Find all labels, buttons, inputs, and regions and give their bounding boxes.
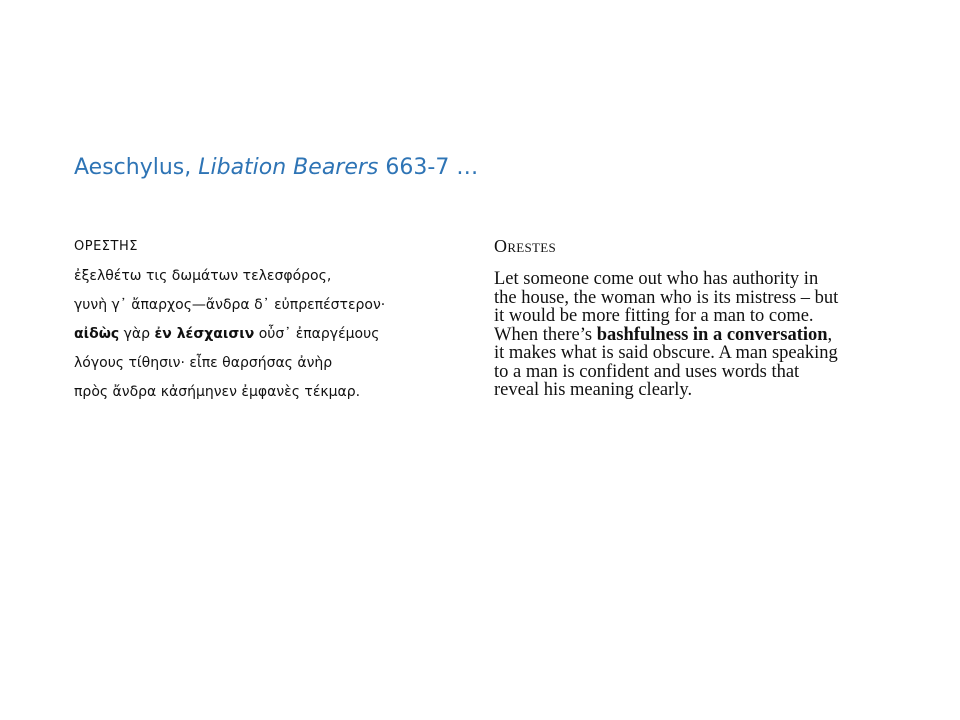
greek-line-2: γυνὴ γ᾽ ἄπαρχος—ἄνδρα δ᾽ εὐπρεπέστερον· bbox=[74, 297, 386, 313]
english-line-1: Let someone come out who has authority in bbox=[494, 269, 819, 289]
greek-text-block bbox=[74, 237, 474, 411]
english-speaker bbox=[494, 236, 914, 258]
english-speaker-initial: O bbox=[494, 236, 508, 256]
greek-line-3-mid: γὰρ bbox=[119, 326, 155, 342]
english-line-6: to a man is confident and uses words that bbox=[494, 361, 800, 382]
greek-line-1: ἐξελθέτω τις δωμάτων τελεσφόρος, bbox=[74, 268, 332, 284]
english-line-5: it makes what is said obscure. A man speaking bbox=[494, 343, 838, 363]
english-speaker-rest: RESTES bbox=[507, 240, 557, 255]
english-paragraph bbox=[494, 270, 914, 400]
english-line-2: the house, the woman who is its mistress – but bbox=[494, 287, 839, 308]
english-translation-block bbox=[494, 236, 914, 400]
title-reference: 663-7 … bbox=[378, 155, 479, 180]
english-line-7: reveal his meaning clearly. bbox=[494, 380, 693, 400]
english-bold-bashfulness: bashfulness in a conversation bbox=[596, 324, 828, 345]
greek-line-3-end: οὖσ᾽ ἐπαργέμους bbox=[254, 326, 380, 342]
greek-line-4: λόγους τίθησιν· εἶπε θαρσήσας ἀνὴρ bbox=[74, 355, 333, 371]
greek-bold-aidos: αἰδὼς bbox=[74, 326, 120, 342]
english-line-4 bbox=[494, 326, 914, 345]
slide-title bbox=[74, 155, 478, 180]
title-work: Libation Bearers bbox=[198, 155, 379, 180]
greek-speaker: ΟΡΕΣΤΗΣ bbox=[74, 239, 138, 254]
greek-line-5: πρὸς ἄνδρα κἀσήμηνεν ἐμφανὲς τέκμαρ. bbox=[74, 384, 361, 400]
greek-bold-en-leschaisin: ἐν λέσχαισιν bbox=[154, 326, 255, 342]
title-author: Aeschylus, bbox=[74, 155, 199, 180]
english-line-4-end: , bbox=[827, 324, 833, 345]
greek-line-3 bbox=[74, 324, 474, 353]
english-line-3: it would be more fitting for a man to come. bbox=[494, 306, 814, 326]
english-line-4-start: When there’s bbox=[494, 324, 597, 345]
